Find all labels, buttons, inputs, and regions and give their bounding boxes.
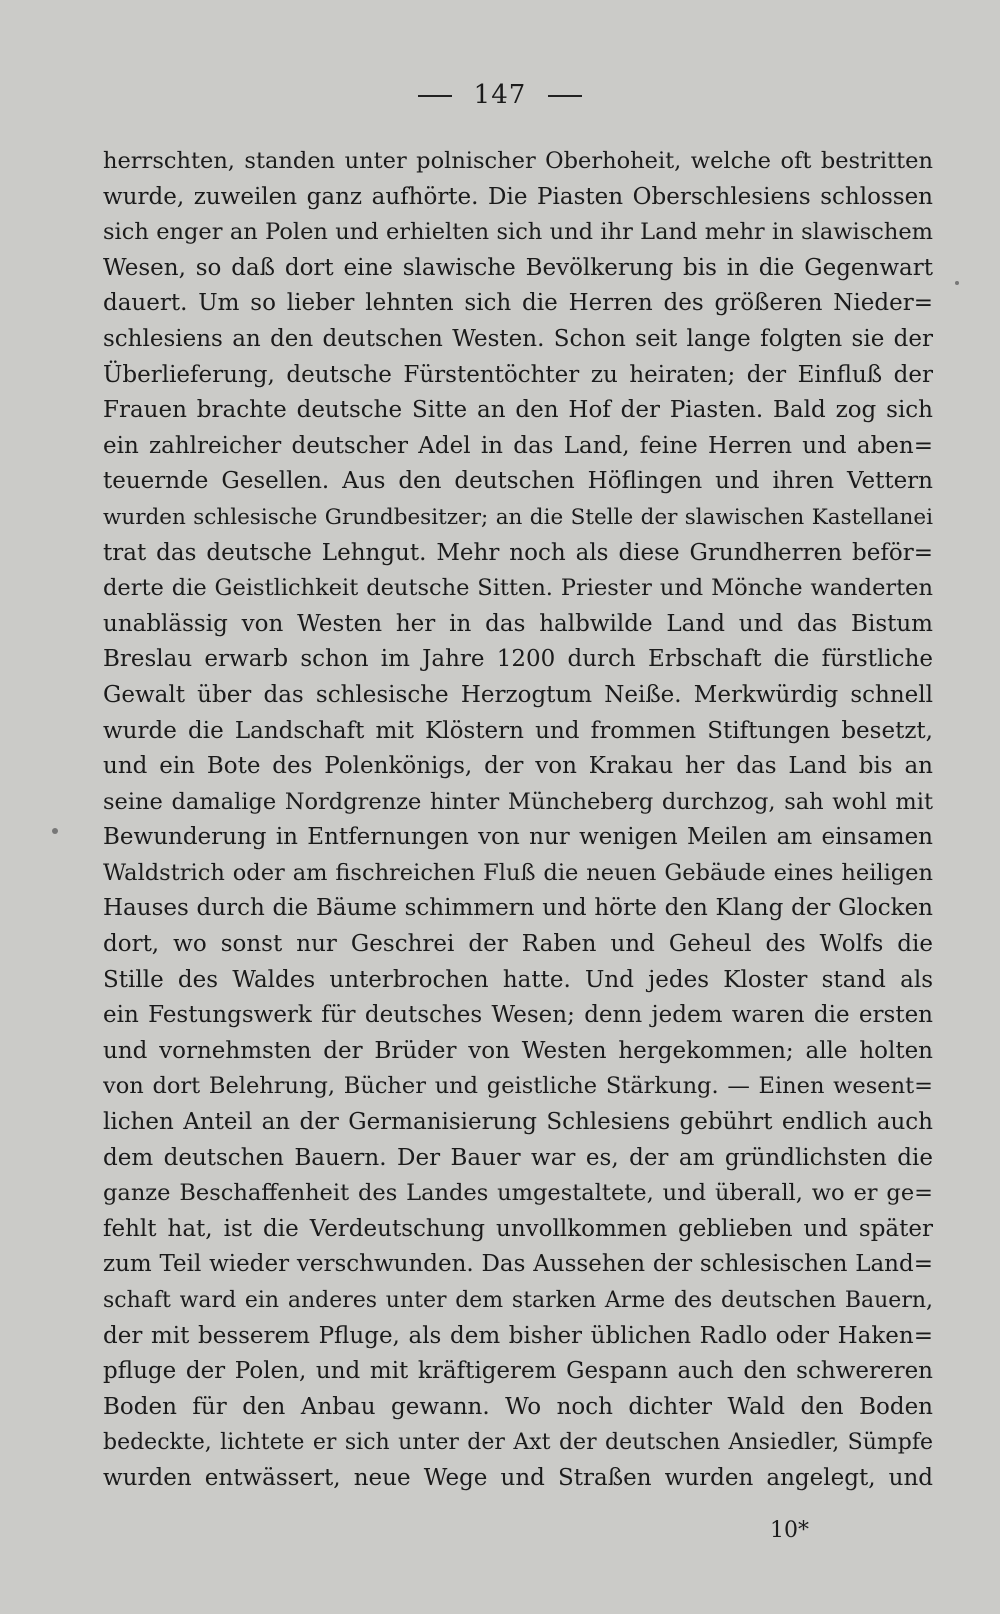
text-line: zum Teil wieder verschwunden. Das Aussehen der schlesischen Land= (103, 1251, 933, 1278)
text-line: Breslau erwarb schon im Jahre 1200 durch Erbschaft die fürstliche (103, 646, 933, 673)
text-line: fehlt hat, ist die Verdeutschung unvollkommen geblieben und später (103, 1215, 933, 1242)
text-line: ein zahlreicher deutscher Adel in das Land, feine Herren und aben= (103, 432, 933, 459)
text-line: Stille des Waldes unterbrochen hatte. Und jedes Kloster stand als (103, 966, 933, 993)
text-line: lichen Anteil an der Germanisierung Schlesiens gebührt endlich auch (103, 1109, 933, 1136)
paper-speck (52, 828, 58, 834)
text-line: sich enger an Polen und erhielten sich und ihr Land mehr in slawischem (103, 219, 933, 246)
text-line: Gewalt über das schlesische Herzogtum Neiße. Merkwürdig schnell (103, 681, 933, 708)
text-line: wurde die Landschaft mit Klöstern und frommen Stiftungen besetzt, (103, 717, 933, 744)
text-line: ganze Beschaffenheit des Landes umgestaltete, und überall, wo er ge= (103, 1180, 933, 1207)
header-dash-right (548, 95, 582, 97)
text-line: Wesen, so daß dort eine slawische Bevölkerung bis in die Gegenwart (103, 254, 933, 281)
text-line: von dort Belehrung, Bücher und geistliche Stärkung. — Einen wesent= (103, 1073, 933, 1100)
text-line: bedeckte, lichtete er sich unter der Axt der deutschen Ansiedler, Sümpfe (103, 1430, 933, 1456)
text-line: wurden entwässert, neue Wege und Straßen wurden angelegt, und (103, 1464, 933, 1491)
text-line: wurde, zuweilen ganz aufhörte. Die Piasten Oberschlesiens schlossen (103, 183, 933, 210)
text-line: Bewunderung in Entfernungen von nur wenigen Meilen am einsamen (103, 824, 933, 851)
text-line: seine damalige Nordgrenze hinter Müncheberg durchzog, sah wohl mit (103, 788, 933, 815)
text-line: herrschten, standen unter polnischer Oberhoheit, welche oft bestritten (103, 148, 933, 174)
text-line: und ein Bote des Polenkönigs, der von Krakau her das Land bis an (103, 753, 933, 780)
paper-speck (955, 281, 959, 285)
text-line: pfluge der Polen, und mit kräftigerem Gespann auch den schwereren (103, 1358, 933, 1385)
page-header (0, 80, 1000, 110)
text-line: Waldstrich oder am fischreichen Fluß die neuen Gebäude eines heiligen (103, 859, 933, 886)
text-line: dem deutschen Bauern. Der Bauer war es, der am gründlichsten die (103, 1144, 933, 1171)
text-line: dauert. Um so lieber lehnten sich die Herren des größeren Nieder= (103, 290, 933, 317)
text-line: trat das deutsche Lehngut. Mehr noch als diese Grundherren beför= (103, 539, 933, 566)
body-text (103, 144, 933, 1497)
text-line: Überlieferung, deutsche Fürstentöchter zu heiraten; der Einfluß der (103, 361, 933, 388)
text-line: schlesiens an den deutschen Westen. Schon seit lange folgten sie der (103, 325, 933, 352)
text-line: und vornehmsten der Brüder von Westen hergekommen; alle holten (103, 1037, 933, 1064)
page-number: 147 (473, 80, 527, 110)
text-line: schaft ward ein anderes unter dem starken Arme des deutschen Bauern, (103, 1288, 933, 1313)
text-line: teuernde Gesellen. Aus den deutschen Höflingen und ihren Vettern (103, 468, 933, 495)
text-line: wurden schlesische Grundbesitzer; an die Stelle der slawischen Kastellanei (103, 504, 933, 530)
text-line: derte die Geistlichkeit deutsche Sitten. Priester und Mönche wanderten (103, 575, 933, 602)
text-line: der mit besserem Pfluge, als dem bisher üblichen Radlo oder Haken= (103, 1322, 933, 1349)
text-line: unablässig von Westen her in das halbwilde Land und das Bistum (103, 610, 933, 637)
text-line: Boden für den Anbau gewann. Wo noch dichter Wald den Boden (103, 1393, 933, 1420)
printer-signature: 10* (770, 1518, 809, 1543)
header-dash-left (418, 95, 452, 97)
text-line: ein Festungswerk für deutsches Wesen; denn jedem waren die ersten (103, 1002, 933, 1029)
text-line: Frauen brachte deutsche Sitte an den Hof der Piasten. Bald zog sich (103, 397, 933, 424)
text-line: dort, wo sonst nur Geschrei der Raben und Geheul des Wolfs die (103, 931, 933, 958)
text-line: Hauses durch die Bäume schimmern und hörte den Klang der Glocken (103, 895, 933, 922)
